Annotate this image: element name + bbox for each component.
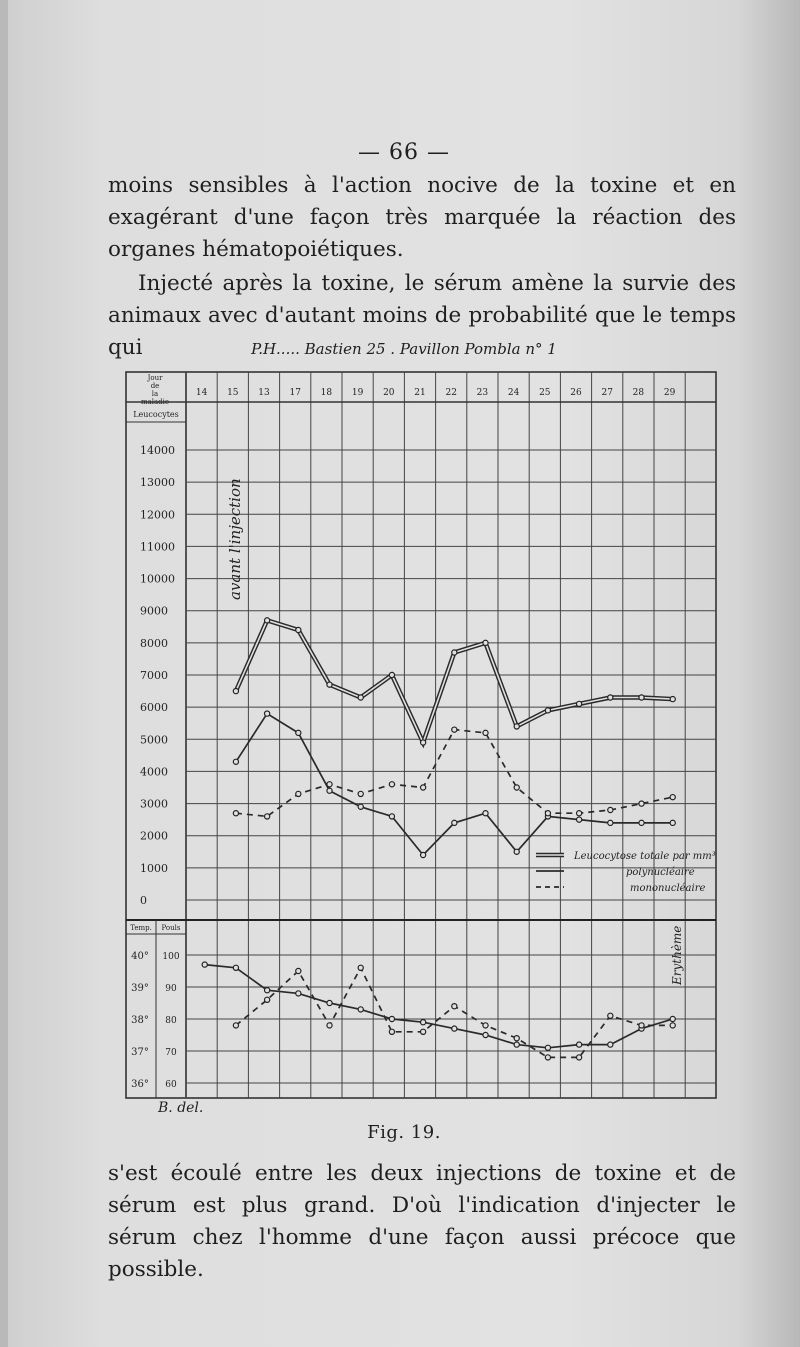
series-leucocytose-totale-point: [577, 701, 582, 706]
series-polynucleaire-point: [483, 811, 488, 816]
series-temperature-point: [452, 1026, 457, 1031]
series-polynucleaire-point: [608, 820, 613, 825]
series-temperature-point: [233, 965, 238, 970]
series-temperature-point: [327, 1000, 332, 1005]
series-pulse-point: [545, 1055, 550, 1060]
series-temperature-point: [421, 1020, 426, 1025]
x-tick-label: 14: [195, 388, 208, 398]
series-mononucleaire-point: [452, 727, 457, 732]
book-page: [8, 0, 800, 1347]
x-tick-label: 15: [227, 388, 239, 398]
series-leucocytose-totale-point: [545, 708, 550, 713]
temp-tick-label: 39°: [131, 983, 149, 994]
legend-label-poly: polynucléaire: [626, 867, 695, 878]
series-leucocytose-totale-point: [265, 618, 270, 623]
series-mononucleaire-point: [233, 811, 238, 816]
corner-label: la: [151, 390, 159, 398]
series-polynucleaire-point: [639, 820, 644, 825]
pulse-tick-label: 60: [165, 1080, 177, 1090]
series-polynucleaire-point: [327, 788, 332, 793]
y-tick-label: 10000: [140, 572, 175, 586]
series-temperature-line: [205, 965, 673, 1048]
y-tick-label: 2000: [140, 829, 168, 843]
series-polynucleaire-point: [577, 817, 582, 822]
series-pulse-point: [608, 1013, 613, 1018]
series-pulse-point: [577, 1055, 582, 1060]
series-mononucleaire-point: [358, 791, 363, 796]
series-polynucleaire-point: [452, 820, 457, 825]
series-temperature-point: [483, 1032, 488, 1037]
corner-label: Jour: [147, 374, 163, 382]
series-pulse-point: [389, 1029, 394, 1034]
series-temperature-point: [296, 991, 301, 996]
series-leucocytose-totale-point: [327, 682, 332, 687]
series-mononucleaire-point: [608, 807, 613, 812]
series-polynucleaire-point: [514, 849, 519, 854]
series-leucocytose-totale-point: [296, 627, 301, 632]
y-tick-label: 7000: [140, 669, 168, 682]
x-tick-label: 18: [320, 388, 333, 398]
x-tick-label: 26: [570, 388, 582, 398]
series-polynucleaire-point: [296, 730, 301, 735]
series-leucocytose-totale-point: [608, 695, 613, 700]
series-mononucleaire-point: [327, 782, 332, 787]
y-tick-label: 5000: [140, 733, 168, 747]
paragraph-1: moins sensibles à l'action nocive de la toxine et en exagérant d'une façon très marquée la réaction des organes hématopoiétiques.: [108, 173, 736, 262]
series-mononucleaire-point: [265, 814, 270, 819]
series-leucocytose-totale-point: [452, 650, 457, 655]
y-tick-label: 8000: [140, 636, 168, 650]
x-tick-label: 20: [383, 388, 395, 398]
series-pulse-point: [296, 968, 301, 973]
paragraph-2: Injecté après la toxine, le sérum amène la survie des animaux avec d'autant moins de probabilité que le temps qui: [108, 271, 736, 360]
series-leucocytose-totale-point: [670, 697, 675, 702]
temp-tick-label: 38°: [131, 1015, 149, 1026]
series-polynucleaire-point: [389, 814, 394, 819]
x-tick-label: 25: [539, 388, 551, 398]
leucocyte-chart: [8, 0, 800, 1347]
series-pulse-point: [265, 997, 270, 1002]
series-mononucleaire-point: [389, 782, 394, 787]
series-temperature-point: [514, 1042, 519, 1047]
page-number: — 66 —: [358, 140, 450, 165]
series-leucocytose-totale-line-outer: [236, 620, 673, 742]
series-mononucleaire-point: [577, 811, 582, 816]
y-tick-label: 9000: [140, 604, 168, 618]
series-temperature-point: [670, 1016, 675, 1021]
series-polynucleaire-point: [421, 852, 426, 857]
series-mononucleaire-point: [421, 785, 426, 790]
series-pulse-point: [514, 1036, 519, 1041]
lower-col-label-pulse: Pouls: [161, 924, 181, 932]
y-tick-label: 12000: [140, 508, 175, 522]
series-pulse-point: [358, 965, 363, 970]
series-temperature-point: [608, 1042, 613, 1047]
y-tick-label: 1000: [140, 861, 168, 875]
series-pulse-point: [233, 1023, 238, 1028]
series-temperature-point: [389, 1016, 394, 1021]
series-mononucleaire-point: [296, 791, 301, 796]
series-polynucleaire-point: [358, 804, 363, 809]
series-temperature-point: [265, 988, 270, 993]
legend-label-mono: mononucléaire: [630, 883, 706, 894]
pulse-tick-label: 90: [165, 984, 177, 994]
series-mononucleaire-point: [670, 795, 675, 800]
series-pulse-point: [452, 1004, 457, 1009]
lower-col-label-temp: Temp.: [130, 924, 152, 932]
y-tick-label: 14000: [140, 444, 175, 457]
series-leucocytose-totale-point: [514, 724, 519, 729]
temp-tick-label: 37°: [131, 1047, 149, 1058]
series-pulse-point: [421, 1029, 426, 1034]
series-polynucleaire-line: [236, 714, 673, 855]
row-label-leucocytes: Leucocytes: [133, 410, 179, 419]
series-leucocytose-totale-point: [233, 688, 238, 693]
series-pulse-point: [639, 1023, 644, 1028]
series-leucocytose-totale-point: [421, 740, 426, 745]
pulse-tick-label: 80: [165, 1016, 177, 1026]
y-tick-label: 11000: [140, 540, 175, 554]
series-pulse-point: [327, 1023, 332, 1028]
temp-tick-label: 36°: [131, 1079, 149, 1090]
corner-label: de: [150, 382, 160, 390]
y-tick-label: 6000: [140, 701, 168, 715]
series-leucocytose-totale-point: [358, 695, 363, 700]
series-pulse-point: [483, 1023, 488, 1028]
paragraph-3: s'est écoulé entre les deux injections de toxine et de sérum est plus grand. D'où l'indication d'injecter le sérum chez l'homme d'une façon aussi précoce que possible.: [108, 1161, 736, 1282]
erythema-annotation: Erythème: [670, 925, 684, 985]
series-temperature-point: [202, 962, 207, 967]
x-tick-label: 13: [258, 388, 270, 398]
figure-caption: Fig. 19.: [367, 1122, 441, 1143]
figure-signature: B. del.: [158, 1100, 204, 1116]
series-temperature-point: [358, 1007, 363, 1012]
y-tick-label: 3000: [140, 797, 168, 811]
x-tick-label: 27: [601, 388, 613, 398]
series-mononucleaire-point: [483, 730, 488, 735]
x-tick-label: 23: [476, 388, 489, 398]
figure-header: P.H..... Bastien 25 . Pavillon Pombla n° 1: [251, 340, 557, 358]
series-polynucleaire-point: [233, 759, 238, 764]
temp-tick-label: 40°: [131, 951, 149, 962]
x-tick-label: 29: [663, 388, 676, 398]
legend-label-total: Leucocytose totale par mm³: [574, 851, 716, 862]
y-tick-label: 4000: [140, 765, 168, 779]
x-tick-label: 24: [507, 388, 520, 398]
injection-annotation: avant l'injection: [226, 478, 244, 600]
x-tick-label: 21: [414, 388, 426, 398]
series-leucocytose-totale-point: [389, 672, 394, 677]
series-temperature-point: [545, 1045, 550, 1050]
corner-label: maladie: [140, 398, 170, 406]
y-tick-label: 0: [140, 894, 147, 907]
y-tick-label: 13000: [140, 476, 175, 490]
x-tick-label: 22: [445, 388, 457, 398]
series-leucocytose-totale-point: [639, 695, 644, 700]
x-tick-label: 17: [289, 388, 301, 398]
series-pulse-point: [670, 1023, 675, 1028]
series-mononucleaire-point: [514, 785, 519, 790]
x-tick-label: 19: [351, 388, 364, 398]
series-mononucleaire-point: [639, 801, 644, 806]
pulse-tick-label: 70: [165, 1048, 177, 1058]
series-mononucleaire-point: [545, 811, 550, 816]
x-tick-label: 28: [632, 388, 645, 398]
series-polynucleaire-point: [265, 711, 270, 716]
series-temperature-point: [577, 1042, 582, 1047]
series-leucocytose-totale-point: [483, 640, 488, 645]
series-polynucleaire-point: [670, 820, 675, 825]
pulse-tick-label: 100: [162, 952, 180, 962]
